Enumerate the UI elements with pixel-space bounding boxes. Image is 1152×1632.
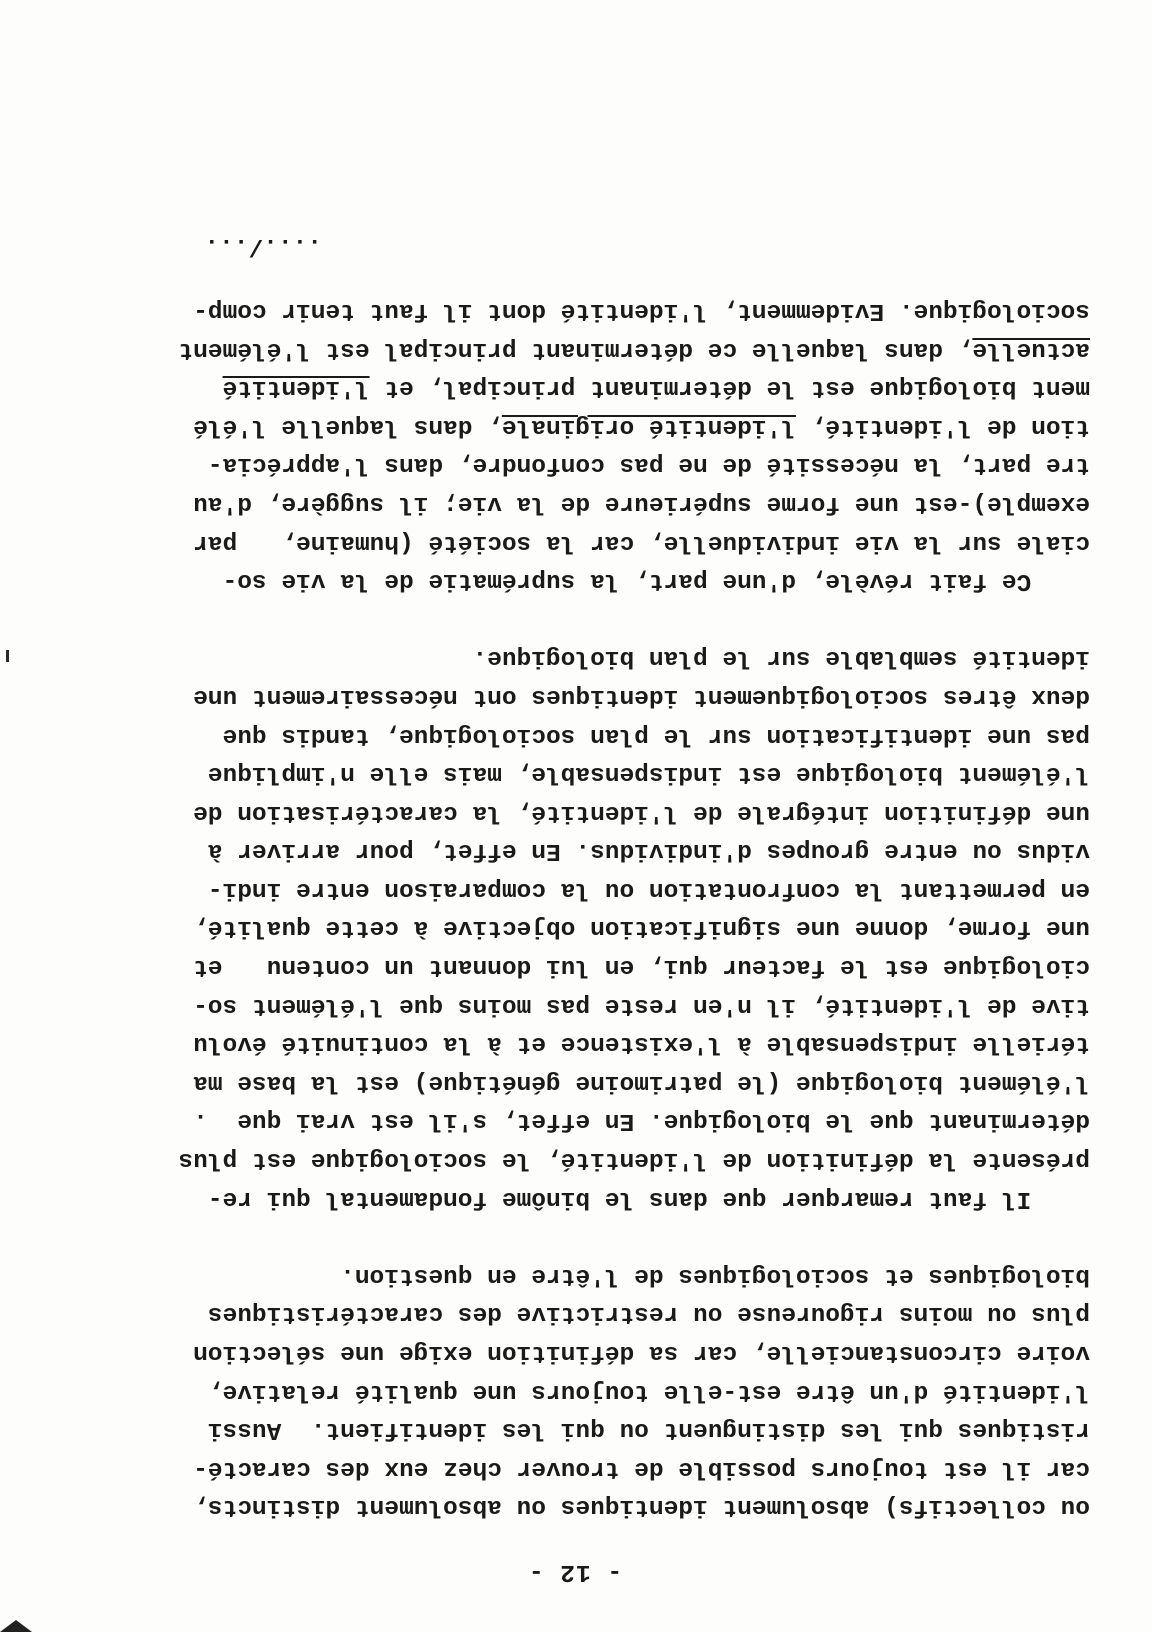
underlined-term: l'identité originale (501, 412, 796, 440)
paragraph-gap (60, 599, 1090, 638)
paragraph-gap (60, 1217, 1090, 1256)
paragraph-1 (60, 1255, 1090, 1525)
text-line (60, 329, 1090, 368)
text-line: vidus ou entre groupes d'individus. En effet, pour arriver à (207, 837, 1090, 865)
text-line: l'élément biologique est indispensable, mais elle n'implique (207, 760, 1090, 788)
text-line: ou collectifs) absolument identiques ou absolument distincts, (193, 1493, 1090, 1521)
text-line: ciale sur la vie individuelle, car la société (humaine, par (193, 528, 1090, 556)
text-line: exemple)-est une forme supérieure de la vie; il suggère, d'au (193, 489, 1090, 517)
paragraph-3 (60, 290, 1090, 599)
corner-mark (0, 1620, 32, 1632)
text-line: une définition intégrale de l'identité, la caractérisation de (193, 798, 1090, 826)
text-segment: tion de l'identité, (795, 412, 1090, 440)
underlined-term: l'identité (222, 374, 370, 402)
text-line: deux êtres sociologiquement identiques ont nécessairement une (193, 682, 1090, 710)
text-line: présente la définition de l'identité, le sociologique est plus (178, 1146, 1090, 1174)
text-line: identité semblable sur le plan biologique. (472, 644, 1090, 672)
text-line (60, 406, 1090, 445)
continuation-mark: ..../... (204, 232, 322, 260)
text-line: ciologique est le facteur qui, en lui donnant un contenu et (193, 953, 1090, 981)
underlined-term: actuelle (972, 335, 1090, 363)
text-line: plus ou moins rigoureuse ou restrictive des caractéristiques (207, 1300, 1090, 1328)
margin-speck (6, 650, 9, 662)
text-line: tre part, la nécessité de ne pas confondre, dans l'apprécia- (207, 451, 1090, 479)
text-line: tive de l'identité, il n'en reste pas moins que l'élément so- (193, 991, 1090, 1019)
text-segment: ment biologique est le déterminant principal, et (369, 374, 1090, 402)
text-line: sociologique. Evidemment, l'identité dont il faut tenir comp- (193, 297, 1090, 324)
text-line: en permettant la confrontation ou la comparaison entre indi- (207, 875, 1090, 903)
text-line: l'élément biologique (le patrimoine génétique) est la base ma (193, 1068, 1090, 1096)
page-number: - 12 - (527, 1558, 623, 1585)
text-line: térielle indispensable à l'existence et à la continuité évolu (193, 1030, 1090, 1058)
text-segment: , dans laquelle l'élé (193, 412, 502, 440)
text-line: pas une identification sur le plan sociologique, tandis que (222, 721, 1090, 749)
text-line: car il est toujours possible de trouver chez eux des caracté- (193, 1454, 1090, 1482)
text-segment: , dans laquelle ce déterminant principal est l'élément (178, 335, 973, 363)
text-line: Ce fait révèle, d'une part, la suprématie de la vie so- (222, 567, 1090, 595)
paragraph-2 (60, 638, 1090, 1217)
text-line: déterminant que le biologique. En effet, s'il est vrai que . (193, 1107, 1090, 1135)
typewritten-page (60, 226, 1090, 1590)
text-line: ristiques qui les distinguent ou qui les identifient. Aussi (207, 1416, 1090, 1444)
text-line: l'identité d'un être est-elle toujours une qualité relative, (207, 1377, 1090, 1405)
text-line (60, 368, 1090, 407)
text-line: une forme, donne une signification objective à cette qualité, (193, 914, 1090, 942)
text-line: voire circonstancielle, car sa définition exige une sélection (193, 1339, 1090, 1367)
text-line: biologiques et sociologiques de l'être en question. (340, 1261, 1090, 1289)
text-line: Il faut remarquer que dans le binôme fondamental qui re- (207, 1184, 1090, 1212)
